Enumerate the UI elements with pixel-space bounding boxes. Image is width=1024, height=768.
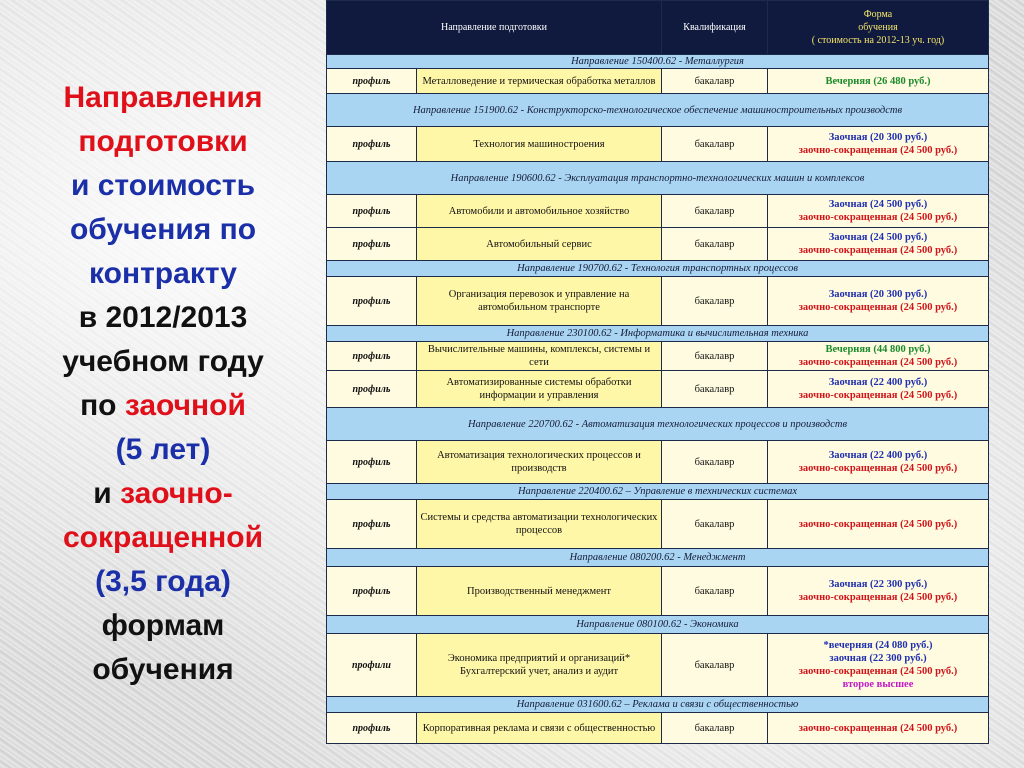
profile-type: профиль: [327, 713, 417, 744]
study-form-price: второе высшее: [842, 679, 914, 690]
table-header-row: [327, 1, 989, 55]
table-row: [327, 567, 989, 616]
direction-row: [327, 55, 989, 69]
program-name: Системы и средства автоматизации технологических процессов: [417, 500, 662, 549]
header-form: Форма обучения ( стоимость на 2012-13 уч. год): [768, 1, 989, 55]
qualification: бакалавр: [662, 441, 768, 484]
direction-row: [327, 261, 989, 277]
program-name: Корпоративная реклама и связи с общественностью: [417, 713, 662, 744]
table-row: [327, 342, 989, 371]
study-form-price: заочно-сокращенная (24 500 руб.): [798, 592, 958, 603]
study-forms: [768, 567, 989, 616]
qualification: бакалавр: [662, 500, 768, 549]
study-form-price: Заочная (20 300 руб.): [828, 132, 928, 143]
direction-title: Направление 220700.62 - Автоматизация технологических процессов и производств: [327, 408, 989, 441]
direction-title: Направление 190700.62 - Технология транспортных процессов: [327, 261, 989, 277]
study-form-price: заочно-сокращенная (24 500 руб.): [798, 302, 958, 313]
study-forms: [768, 69, 989, 94]
program-name: Автомобили и автомобильное хозяйство: [417, 195, 662, 228]
programs-table: [326, 0, 989, 744]
study-form-price: Вечерняя (26 480 руб.): [825, 75, 931, 87]
program-name: Организация перевозок и управление на автомобильном транспорте: [417, 277, 662, 326]
study-form-price: заочно-сокращенная (24 500 руб.): [798, 357, 958, 368]
qualification: бакалавр: [662, 567, 768, 616]
study-form-price: заочно-сокращенная (24 500 руб.): [798, 518, 958, 530]
profile-type: профиль: [327, 441, 417, 484]
direction-row: [327, 94, 989, 127]
direction-title: Направление 220400.62 – Управление в технических системах: [327, 484, 989, 500]
profile-type: профиль: [327, 228, 417, 261]
direction-title: Направление 151900.62 - Конструкторско-технологическое обеспечение машиностроительных производств: [327, 94, 989, 127]
qualification: бакалавр: [662, 371, 768, 408]
direction-row: [327, 616, 989, 634]
qualification: бакалавр: [662, 195, 768, 228]
direction-row: [327, 326, 989, 342]
profile-type: профиль: [327, 371, 417, 408]
table-row: [327, 500, 989, 549]
study-forms: [768, 195, 989, 228]
title-line-13: формам: [101, 609, 225, 642]
qualification: бакалавр: [662, 277, 768, 326]
program-name: Технология машиностроения: [417, 127, 662, 162]
direction-row: [327, 484, 989, 500]
profile-type: профиль: [327, 127, 417, 162]
study-forms: [768, 500, 989, 549]
program-name: Автомобильный сервис: [417, 228, 662, 261]
direction-title: Направление 080100.62 - Экономика: [327, 616, 989, 634]
title-line-12: (3,5 года): [95, 565, 231, 598]
direction-row: [327, 549, 989, 567]
table-row: [327, 228, 989, 261]
study-form-price: Заочная (22 400 руб.): [828, 450, 928, 461]
study-form-price: Заочная (24 500 руб.): [828, 199, 928, 210]
study-forms: [768, 441, 989, 484]
table-row: [327, 371, 989, 408]
study-form-price: Заочная (22 300 руб.): [828, 579, 928, 590]
title-line-9: (5 лет): [115, 433, 211, 466]
profile-type: профиль: [327, 342, 417, 371]
table-row: [327, 195, 989, 228]
study-forms: [768, 342, 989, 371]
title-line-2: подготовки: [78, 125, 248, 158]
study-forms: [768, 634, 989, 697]
study-form-price: Вечерняя (44 800 руб.): [825, 344, 931, 355]
direction-title: Направление 230100.62 - Информатика и вычислительная техника: [327, 326, 989, 342]
study-form-price: Заочная (24 500 руб.): [828, 232, 928, 243]
qualification: бакалавр: [662, 342, 768, 371]
direction-row: [327, 162, 989, 195]
direction-title: Направление 031600.62 – Реклама и связи с общественностью: [327, 697, 989, 713]
study-form-price: заочно-сокращенная (24 500 руб.): [798, 212, 958, 223]
study-form-price: заочно-сокращенная (24 500 руб.): [798, 666, 958, 677]
study-form-price: *вечерняя (24 080 руб.): [823, 640, 933, 651]
title-line-4: обучения по: [69, 213, 257, 246]
direction-row: [327, 408, 989, 441]
program-name: Вычислительные машины, комплексы, системы и сети: [417, 342, 662, 371]
title-line-3: и стоимость: [70, 169, 256, 202]
table-body: [327, 55, 989, 744]
study-form-price: заочно-сокращенная (24 500 руб.): [798, 145, 958, 156]
study-form-price: заочно-сокращенная (24 500 руб.): [798, 722, 958, 734]
study-form-price: Заочная (20 300 руб.): [828, 289, 928, 300]
qualification: бакалавр: [662, 713, 768, 744]
programs-table-wrapper: [326, 0, 988, 768]
study-forms: [768, 277, 989, 326]
profile-type: профиль: [327, 69, 417, 94]
study-forms: [768, 127, 989, 162]
direction-title: Направление 080200.62 - Менеджмент: [327, 549, 989, 567]
program-name: Производственный менеджмент: [417, 567, 662, 616]
program-name: Автоматизация технологических процессов и производств: [417, 441, 662, 484]
title-line-5: контракту: [89, 257, 237, 290]
study-forms: [768, 228, 989, 261]
profile-type: профиль: [327, 567, 417, 616]
title-line-6: в 2012/2013: [78, 301, 248, 334]
qualification: бакалавр: [662, 634, 768, 697]
slide-title: [0, 0, 326, 768]
study-form-price: заочная (22 300 руб.): [829, 653, 927, 664]
table-row: [327, 277, 989, 326]
qualification: бакалавр: [662, 228, 768, 261]
profile-type: профиль: [327, 500, 417, 549]
table-row: [327, 634, 989, 697]
header-qualification: Квалификация: [662, 1, 768, 55]
direction-row: [327, 697, 989, 713]
study-form-price: заочно-сокращенная (24 500 руб.): [798, 390, 958, 401]
profile-type: профили: [327, 634, 417, 697]
program-name: Металловедение и термическая обработка металлов: [417, 69, 662, 94]
title-line-1: Направления: [63, 81, 263, 114]
header-direction: Направление подготовки: [327, 1, 662, 55]
table-row: [327, 127, 989, 162]
table-row: [327, 69, 989, 94]
program-name: Экономика предприятий и организаций* Бухгалтерский учет, анализ и аудит: [417, 634, 662, 697]
title-line-7: учебном году: [62, 345, 264, 378]
study-forms: [768, 713, 989, 744]
study-form-price: заочно-сокращенная (24 500 руб.): [798, 463, 958, 474]
qualification: бакалавр: [662, 69, 768, 94]
study-form-price: заочно-сокращенная (24 500 руб.): [798, 245, 958, 256]
table-row: [327, 713, 989, 744]
study-forms: [768, 371, 989, 408]
title-line-11: сокращенной: [62, 521, 264, 554]
study-form-price: Заочная (22 400 руб.): [828, 377, 928, 388]
profile-type: профиль: [327, 195, 417, 228]
program-name: Автоматизированные системы обработки информации и управления: [417, 371, 662, 408]
title-line-8: по заочной: [80, 389, 246, 422]
table-row: [327, 441, 989, 484]
profile-type: профиль: [327, 277, 417, 326]
direction-title: Направление 190600.62 - Эксплуатация транспортно-технологических машин и комплексов: [327, 162, 989, 195]
title-line-14: обучения: [92, 653, 234, 686]
direction-title: Направление 150400.62 - Металлургия: [327, 55, 989, 69]
title-line-10: и заочно-: [93, 477, 233, 510]
qualification: бакалавр: [662, 127, 768, 162]
